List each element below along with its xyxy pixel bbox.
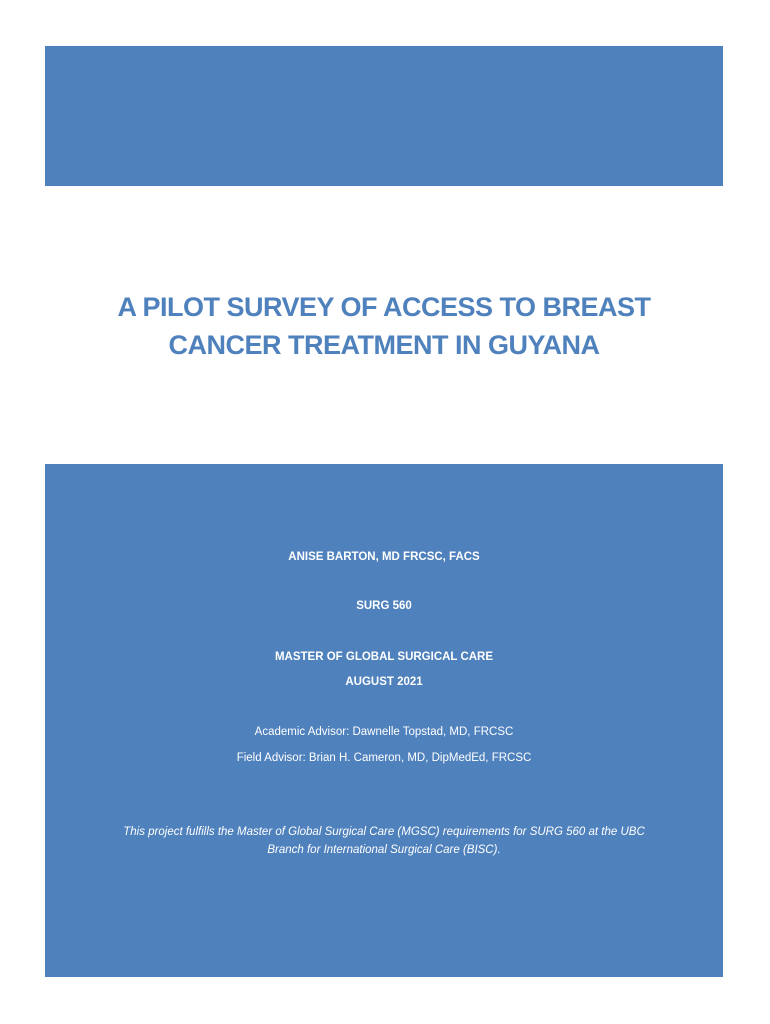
info-panel bbox=[45, 464, 723, 977]
project-note-line-2: Branch for International Surgical Care (BISC). bbox=[267, 844, 501, 856]
document-title bbox=[45, 288, 723, 364]
project-note-line-1: This project fulfills the Master of Global Surgical Care (MGSC) requirements for SURG 560 at the UBC bbox=[123, 826, 645, 838]
academic-advisor: Academic Advisor: Dawnelle Topstad, MD, FRCSC bbox=[254, 726, 514, 738]
field-advisor: Field Advisor: Brian H. Cameron, MD, DipMedEd, FRCSC bbox=[236, 752, 532, 764]
course-code: SURG 560 bbox=[356, 600, 412, 612]
submission-date: AUGUST 2021 bbox=[345, 676, 423, 688]
program-name: MASTER OF GLOBAL SURGICAL CARE bbox=[274, 651, 494, 663]
title-line-1: A PILOT SURVEY OF ACCESS TO BREAST bbox=[117, 292, 651, 322]
top-color-band bbox=[45, 46, 723, 186]
title-line-2: CANCER TREATMENT IN GUYANA bbox=[168, 330, 600, 360]
author-name: ANISE BARTON, MD FRCSC, FACS bbox=[288, 551, 480, 563]
